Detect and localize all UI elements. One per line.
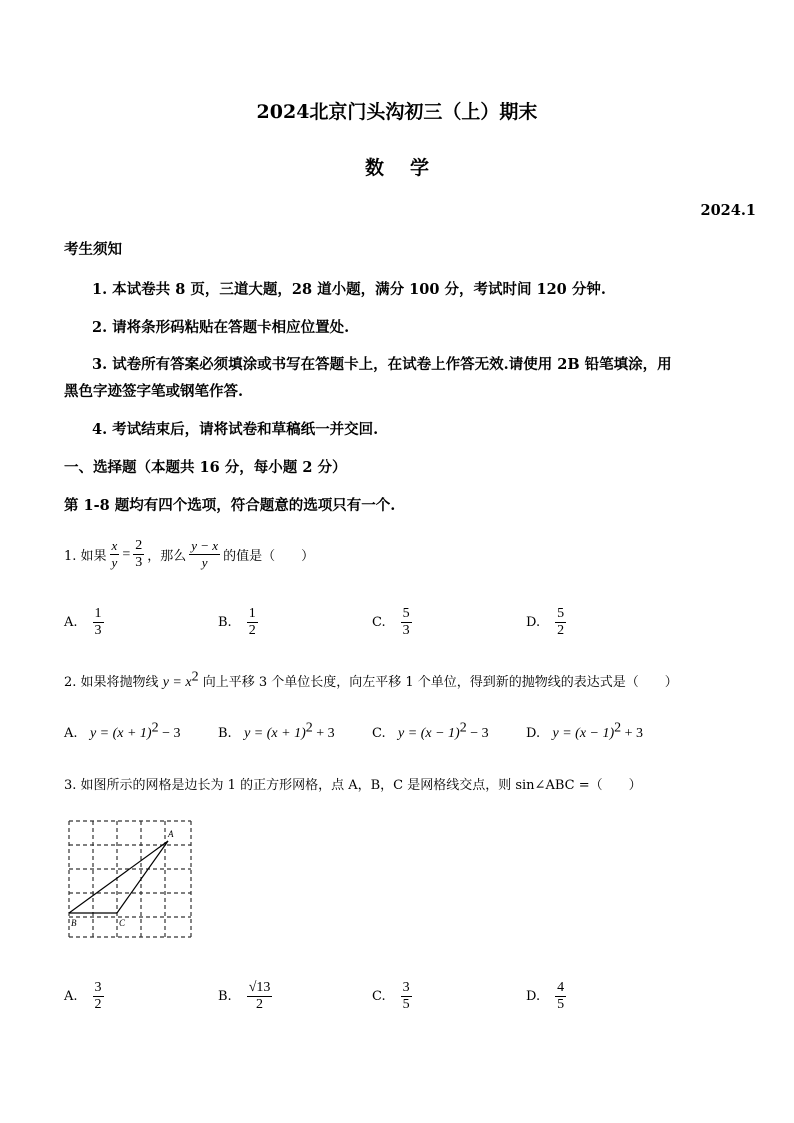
q3-option-b[interactable] (218, 980, 275, 1013)
q1-suffix: 的值是（ ） (223, 549, 315, 564)
q2-option-a-base: y = (x + 1) (89, 726, 152, 741)
q1-equals: = (122, 546, 131, 562)
q2-option-b-label: B. (218, 726, 232, 741)
q1-option-b-den: 2 (248, 623, 256, 638)
q2-option-c-base: y = (x − 1) (398, 726, 460, 741)
q3-option-b-den: 2 (256, 997, 264, 1012)
exam-subject: 数学 (364, 157, 455, 179)
q2-option-b-base: y = (x + 1) (244, 726, 306, 741)
q1-option-a-num: 1 (94, 606, 102, 621)
q2-option-b-tail: + 3 (312, 726, 335, 741)
question-2 (64, 671, 678, 691)
q3-option-d-label: D. (526, 989, 541, 1004)
q1-prefix: 1. 如果 (64, 549, 107, 564)
notice-heading: 考生须知 (64, 241, 122, 258)
q1-frac2-num: 2 (135, 538, 143, 553)
q1-option-b-num: 1 (248, 606, 256, 621)
q1-mid: ，那么 (147, 549, 187, 564)
q2-suffix: 向上平移 3 个单位长度，向左平移 1 个单位，得到新的抛物线的表达式是（ ） (202, 675, 678, 690)
q2-option-d-tail: + 3 (621, 726, 644, 741)
q3-option-a-den: 2 (94, 997, 102, 1012)
question-3: 3. 如图所示的网格是边长为 1 的正方形网格，点 A，B，C 是网格线交点，则 sin∠ABC =（ ） (64, 778, 642, 793)
q2-option-d[interactable] (526, 720, 644, 742)
q3-option-c-den: 5 (402, 997, 410, 1012)
notice-item-3-cont: 黑色字迹签字笔或钢笔作答. (64, 383, 244, 400)
q1-frac3-den: y (201, 555, 208, 570)
q1-option-a[interactable] (64, 606, 107, 639)
section-heading: 一、选择题（本题共 16 分，每小题 2 分） (64, 459, 347, 476)
exam-title: 2024北京门头沟初三（上）期末 (256, 101, 538, 123)
q3-option-a-num: 3 (94, 980, 102, 995)
q1-option-d-den: 2 (557, 623, 565, 638)
q2-formula: y = x (162, 675, 192, 690)
q3-option-a[interactable] (64, 980, 107, 1013)
q3-grid-figure (64, 816, 196, 944)
q1-frac1-num: x (111, 538, 118, 553)
q3-option-d[interactable] (526, 980, 569, 1013)
q2-option-d-label: D. (526, 726, 541, 741)
q1-option-a-den: 3 (94, 623, 102, 638)
q3-option-c[interactable] (372, 980, 415, 1013)
q2-option-d-base: y = (x − 1) (552, 726, 615, 741)
q2-option-c[interactable] (372, 720, 489, 742)
q2-option-c-exp: 2 (459, 720, 467, 736)
q1-option-c-den: 3 (402, 623, 410, 638)
q2-option-c-label: C. (372, 726, 386, 741)
q3-option-b-label: B. (218, 989, 232, 1004)
q2-option-a-exp: 2 (151, 720, 159, 736)
q2-option-b-exp: 2 (305, 720, 313, 736)
q3-option-c-num: 3 (402, 980, 410, 995)
q1-option-c-label: C. (372, 615, 386, 630)
q2-prefix: 2. 如果将抛物线 (64, 675, 159, 690)
q3-option-a-label: A. (64, 989, 78, 1004)
q1-fraction-ymx-over-y (189, 538, 220, 571)
q2-option-c-tail: − 3 (466, 726, 489, 741)
q1-option-c[interactable] (372, 606, 415, 639)
q1-fraction-x-over-y (110, 538, 120, 571)
q2-option-a[interactable] (64, 720, 181, 742)
point-a-label: A (168, 829, 174, 839)
q1-option-a-label: A. (64, 615, 78, 630)
q3-option-d-num: 4 (557, 980, 565, 995)
exam-date: 2024.1 (700, 202, 756, 219)
q2-option-a-tail: − 3 (158, 726, 181, 741)
notice-item-1: 1. 本试卷共 8 页，三道大题，28 道小题，满分 100 分，考试时间 120 分钟. (92, 281, 606, 298)
q3-option-d-den: 5 (557, 997, 565, 1012)
q3-option-b-num: √13 (248, 980, 271, 995)
q1-option-b-label: B. (218, 615, 232, 630)
q1-frac3-num: y − x (191, 538, 219, 553)
triangle-abc (69, 841, 168, 913)
q2-option-d-exp: 2 (614, 720, 622, 736)
q2-option-b[interactable] (218, 720, 335, 742)
q1-option-b[interactable] (218, 606, 261, 639)
q1-frac1-den: y (111, 555, 118, 570)
point-b-label: B (71, 918, 77, 928)
q1-option-d[interactable] (526, 606, 569, 639)
q1-frac2-den: 3 (135, 555, 143, 570)
section-note: 第 1-8 题均有四个选项，符合题意的选项只有一个. (64, 497, 396, 514)
q3-option-c-label: C. (372, 989, 386, 1004)
notice-item-2: 2. 请将条形码粘贴在答题卡相应位置处. (92, 319, 350, 336)
point-c-label: C (119, 918, 126, 928)
q1-fraction-2-over-3 (133, 538, 144, 571)
q1-option-c-num: 5 (402, 606, 410, 621)
notice-item-4: 4. 考试结束后，请将试卷和草稿纸一并交回. (92, 421, 379, 438)
notice-item-3: 3. 试卷所有答案必须填涂或书写在答题卡上，在试卷上作答无效.请使用 2B 铅笔填涂，用 (92, 356, 672, 373)
q1-option-d-num: 5 (557, 606, 565, 621)
q2-option-a-label: A. (64, 726, 78, 741)
question-1 (64, 538, 314, 571)
q2-formula-exponent: 2 (191, 669, 199, 685)
q1-option-d-label: D. (526, 615, 541, 630)
